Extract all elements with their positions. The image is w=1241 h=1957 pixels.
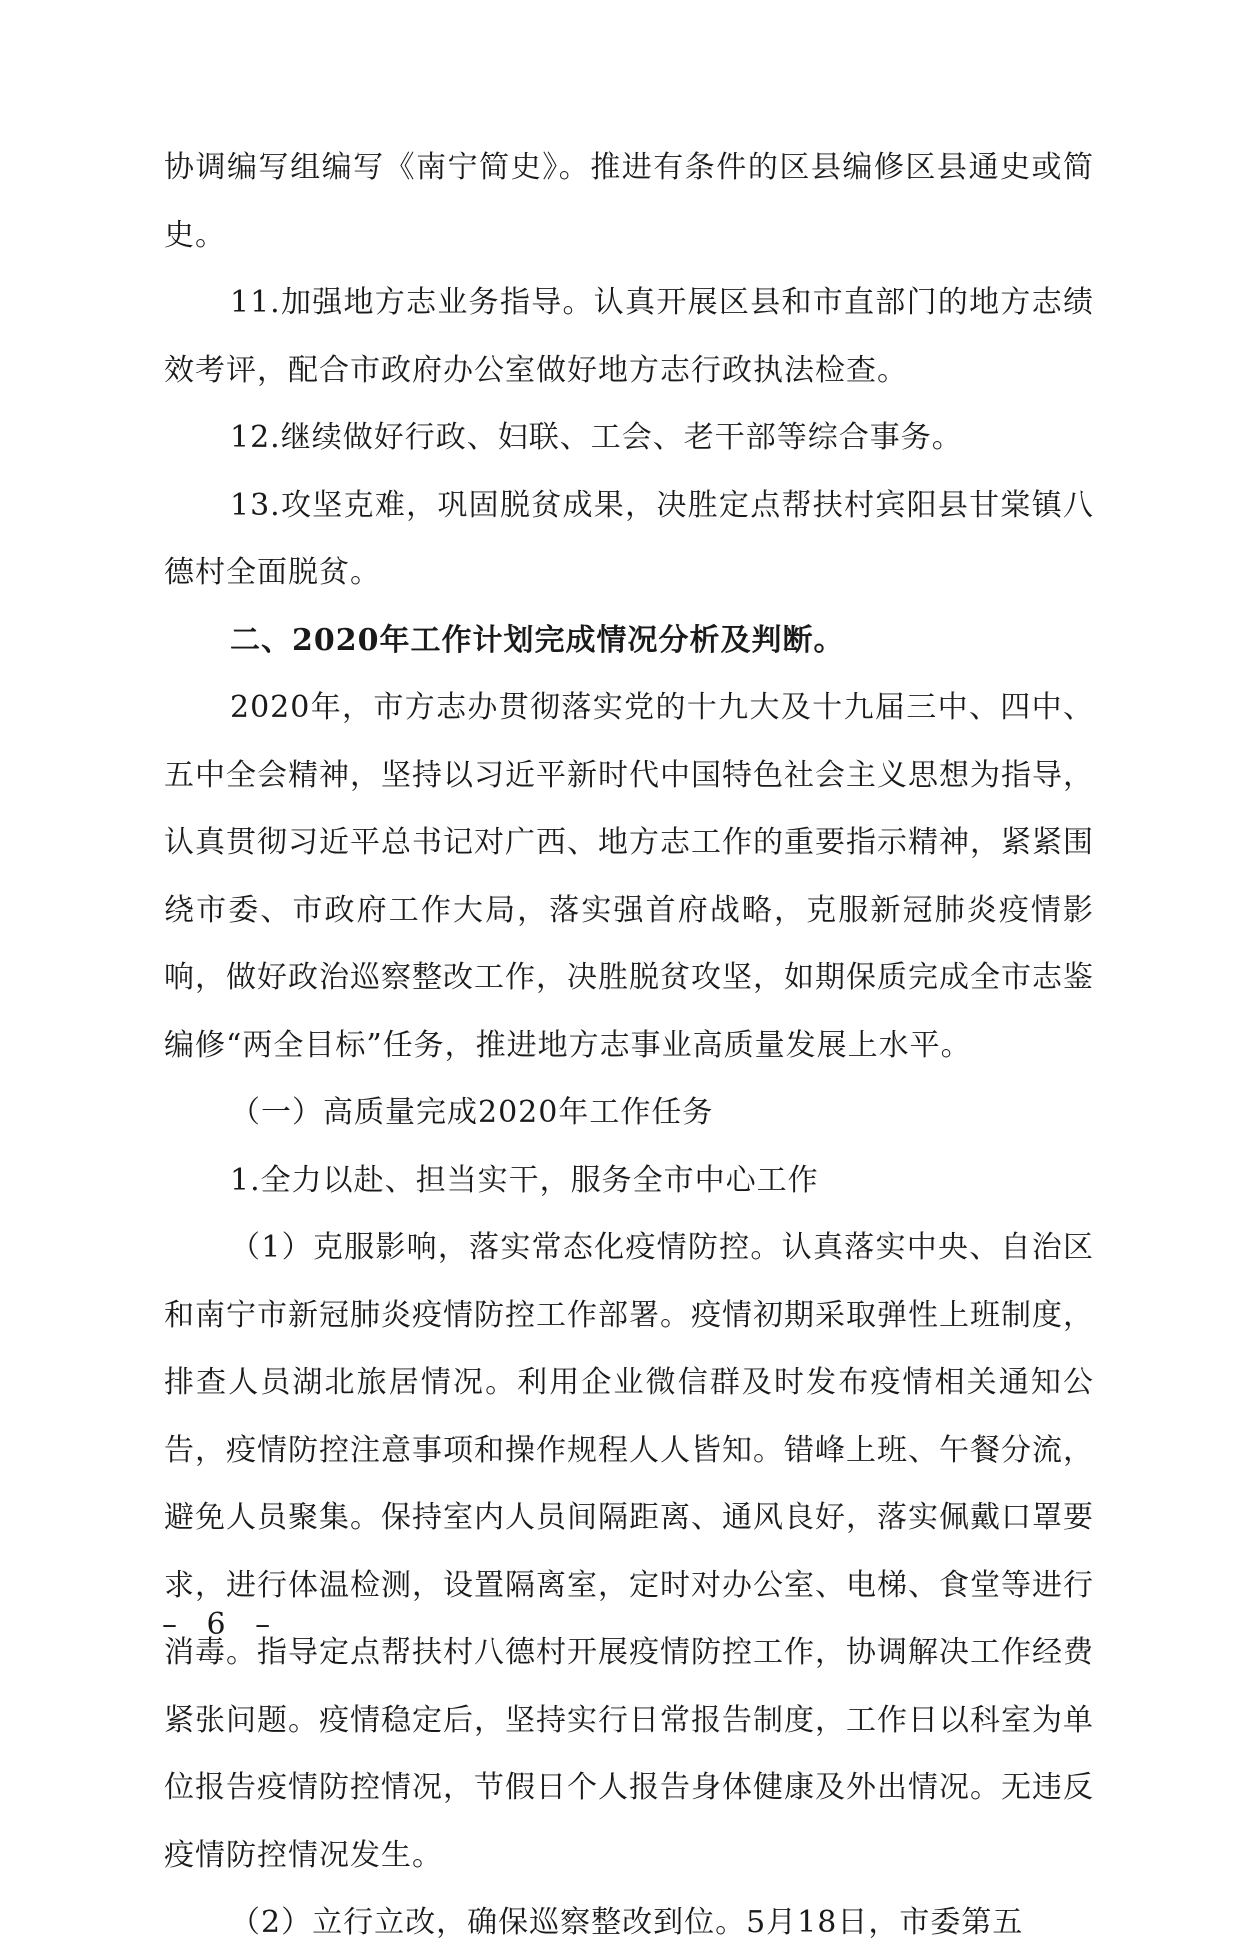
paragraph-5: 2020年，市方志办贯彻落实党的十九大及十九届三中、四中、五中全会精神，坚持以习近平新时代中国特色社会主义思想为指导，认真贯彻习近平总书记对广西、地方志工作的重要指示精神，紧紧围绕市委、市政府工作大局，落实强首府战略，克服新冠肺炎疫情影响，做好政治巡察整改工作，决胜脱贫攻坚，如期保质完成全市志鉴编修“两全目标”任务，推进地方志事业高质量发展上水平。	[164, 690, 1094, 1063]
document-body	[164, 134, 1094, 1957]
paragraph-3: 12.继续做好行政、妇联、工会、老干部等综合事务。	[230, 420, 963, 455]
paragraph-1: 协调编写组编写《南宁简史》。推进有条件的区县编修区县通史或简史。	[164, 150, 1094, 253]
paragraph-7: （2）立行立改，确保巡察整改到位。5月18日，市委第五	[230, 1905, 1024, 1940]
section-heading: 二、2020年工作计划完成情况分析及判断。	[230, 622, 845, 658]
paragraph-4: 13.攻坚克难，巩固脱贫成果，决胜定点帮扶村宾阳县甘棠镇八德村全面脱贫。	[164, 487, 1094, 590]
subsection-heading: （一）高质量完成2020年工作任务	[230, 1095, 714, 1130]
item-heading: 1.全力以赴、担当实干，服务全市中心工作	[230, 1162, 819, 1198]
paragraph-6: （1）克服影响，落实常态化疫情防控。认真落实中央、自治区和南宁市新冠肺炎疫情防控工作部署。疫情初期采取弹性上班制度，排查人员湖北旅居情况。利用企业微信群及时发布疫情相关通知公告，疫情防控注意事项和操作规程人人皆知。错峰上班、午餐分流，避免人员聚集。保持室内人员间隔距离、通风良好，落实佩戴口罩要求，进行体温检测，设置隔离室，定时对办公室、电梯、食堂等进行消毒。指导定点帮扶村八德村开展疫情防控工作，协调解决工作经费紧张问题。疫情稳定后，坚持实行日常报告制度，工作日以科室为单位报告疫情防控情况，节假日个人报告身体健康及外出情况。无违反疫情防控情况发生。	[164, 1230, 1094, 1873]
page-number: – 6 –	[162, 1607, 281, 1642]
paragraph-2: 11.加强地方志业务指导。认真开展区县和市直部门的地方志绩效考评，配合市政府办公室做好地方志行政执法检查。	[164, 285, 1094, 388]
